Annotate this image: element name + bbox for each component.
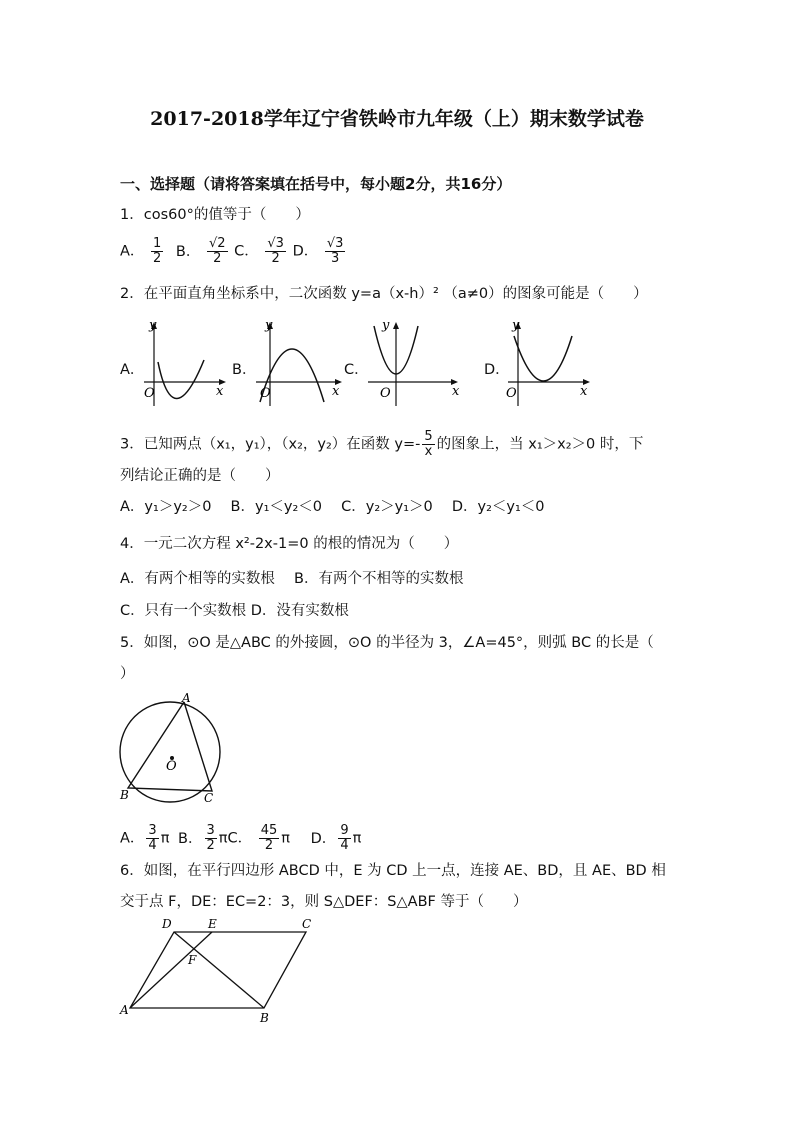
svg-text:C: C [204, 791, 214, 805]
q2-graph-a [140, 318, 230, 408]
q2-option-a-label: A． [120, 362, 145, 378]
question-1-options [120, 237, 347, 266]
svg-text:y: y [382, 318, 390, 333]
question-4-stem: 4．一元二次方程 x²-2x-1=0 的根的情况为（ ） [120, 536, 459, 552]
question-6-stem-line2: 交于点 F，DE：EC=2：3，则 S△DEF：S△ABF 等于（ ） [120, 894, 528, 910]
svg-text:y: y [265, 318, 273, 333]
q2-graph-d [504, 318, 599, 408]
svg-text:x: x [452, 384, 460, 399]
q6-parallelogram-figure [116, 914, 326, 1026]
question-4-options-ab: A．有两个相等的实数根 B．有两个不相等的实数根 [120, 571, 464, 587]
svg-text:O: O [380, 386, 391, 401]
q2-graph-b [252, 318, 347, 408]
question-2-stem: 2．在平面直角坐标系中，二次函数 y=a（x-h）² （a≠0）的图象可能是（ ） [120, 286, 648, 302]
q2-graph-c [364, 318, 464, 408]
option-c-label: C． [234, 243, 259, 260]
question-3-stem: 3．已知两点（x₁，y₁），（x₂，y₂）在函数 y=- $\frac{5}{x}$ 的图象上，当 x₁＞x₂＞0 时，下 [120, 429, 644, 459]
svg-text:D: D [162, 917, 172, 931]
option-a-fraction: $\frac{1}{2}$ [153, 236, 162, 266]
svg-text:E: E [208, 917, 217, 931]
q5-circle-figure [114, 690, 226, 806]
svg-text:O: O [144, 386, 155, 401]
svg-text:F: F [188, 953, 197, 967]
svg-text:O: O [166, 759, 177, 774]
option-d-fraction: $\frac{√3}{3}$ [326, 236, 344, 266]
q2-option-b-label: B． [232, 362, 257, 378]
svg-text:x: x [332, 384, 340, 399]
question-5-stem: 5．如图，⊙O 是△ABC 的外接圆，⊙O 的半径为 3，∠A=45°，则弧 BC 的长是（ [120, 635, 654, 651]
svg-text:C: C [302, 917, 312, 931]
option-b-fraction: $\frac{√2}{2}$ [208, 236, 226, 266]
page-title: 2017-2018学年辽宁省铁岭市九年级（上）期末数学试卷 [150, 108, 644, 130]
question-5-stem-line2: ） [120, 666, 135, 682]
option-d-label: D． [292, 243, 319, 260]
svg-text:B: B [120, 788, 129, 802]
svg-text:O: O [260, 386, 271, 401]
q3-fraction: $\frac{5}{x}$ [424, 429, 433, 459]
svg-text:y: y [512, 318, 520, 333]
option-c-fraction: $\frac{√3}{2}$ [267, 236, 284, 266]
question-1-stem: 1．cos60°的值等于（ ） [120, 207, 310, 223]
question-3-options: A．y₁＞y₂＞0 B．y₁＜y₂＜0 C．y₂＞y₁＞0 D．y₂＜y₁＜0 [120, 499, 545, 515]
q2-option-c-label: C． [344, 362, 369, 378]
svg-text:y: y [149, 318, 157, 333]
question-4-options-cd: C．只有一个实数根 D．没有实数根 [120, 603, 349, 619]
svg-text:O: O [506, 386, 517, 401]
svg-text:B: B [260, 1011, 269, 1025]
option-a-label: A． [120, 243, 145, 260]
question-3-stem-line2: 列结论正确的是（ ） [120, 468, 280, 484]
question-6-stem: 6．如图，在平行四边形 ABCD 中，E 为 CD 上一点，连接 AE、BD，且 AE、BD 相 [120, 863, 666, 879]
question-5-options: A． $\frac{3}{4}$ π B． $\frac{3}{2}$ πC． $\frac{45}{2}$ π D． $\frac{9}{4}$ π [120, 823, 362, 853]
svg-text:x: x [216, 384, 224, 399]
svg-text:A: A [182, 691, 191, 705]
section-heading: 一、选择题（请将答案填在括号中，每小题2分，共16分） [120, 175, 512, 193]
option-b-label: B． [175, 243, 201, 260]
svg-text:x: x [580, 384, 588, 399]
q2-option-d-label: D． [484, 362, 510, 378]
svg-text:A: A [120, 1003, 129, 1017]
